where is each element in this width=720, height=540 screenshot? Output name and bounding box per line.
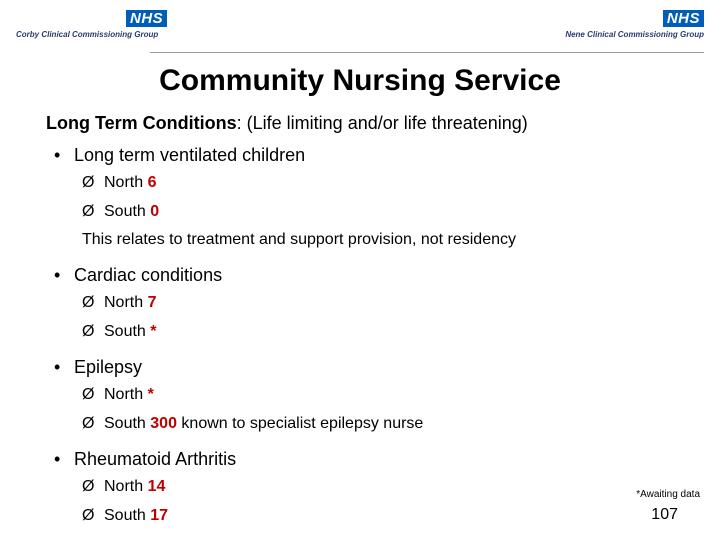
nene-ccg-name: Nene Clinical Commissioning Group [565, 30, 704, 39]
region-label: North [104, 478, 144, 495]
arrow-bullet-icon: Ø [82, 323, 95, 340]
sub-item-south [46, 409, 686, 438]
region-label: North [104, 294, 144, 311]
arrow-bullet-icon: Ø [82, 507, 95, 524]
count-value: * [150, 323, 157, 340]
nhs-logo-right: NHS [663, 10, 704, 27]
heading-rest: : (Life limiting and/or life threatening) [236, 113, 528, 133]
sub-item-south [46, 317, 686, 346]
bullet-icon: • [54, 265, 61, 285]
sub-item-north [46, 380, 686, 409]
sub-item-south [46, 501, 686, 530]
bullet-icon: • [54, 357, 61, 377]
condition-group-rheumatoid [46, 446, 686, 530]
bullet-item [46, 446, 686, 472]
region-label: South [104, 415, 146, 432]
region-label: South [104, 507, 146, 524]
awaiting-data-note: *Awaiting data [636, 489, 700, 500]
arrow-bullet-icon: Ø [82, 415, 95, 432]
bullet-icon: • [54, 449, 61, 469]
nhs-logo-left: NHS [126, 10, 167, 27]
region-label: North [104, 386, 144, 403]
page-number: 107 [651, 506, 678, 523]
nene-ccg-logo [565, 10, 704, 39]
bullet-icon: • [54, 145, 61, 165]
sub-item-north [46, 168, 686, 197]
arrow-bullet-icon: Ø [82, 386, 95, 403]
sub-item-north [46, 472, 686, 501]
residency-note: This relates to treatment and support provision, not residency [82, 231, 516, 248]
header-divider [150, 52, 704, 53]
bullet-item [46, 142, 686, 168]
condition-group-ventilated [46, 142, 686, 254]
sub-item-south [46, 197, 686, 226]
arrow-bullet-icon: Ø [82, 203, 95, 220]
count-value: 300 [150, 415, 177, 432]
condition-group-cardiac [46, 262, 686, 346]
section-heading [46, 110, 686, 136]
arrow-bullet-icon: Ø [82, 478, 95, 495]
count-suffix: known to specialist epilepsy nurse [176, 415, 424, 432]
slide-content [46, 110, 686, 538]
region-label: South [104, 323, 146, 340]
count-value: 7 [147, 294, 157, 311]
bullet-item [46, 262, 686, 288]
count-value: 14 [147, 478, 166, 495]
count-value: 17 [150, 507, 169, 524]
sub-item-north [46, 288, 686, 317]
condition-group-epilepsy [46, 354, 686, 438]
arrow-bullet-icon: Ø [82, 174, 95, 191]
condition-label: Rheumatoid Arthritis [74, 449, 237, 469]
region-label: South [104, 203, 146, 220]
region-label: North [104, 174, 144, 191]
page-title: Community Nursing Service [159, 64, 561, 97]
count-value: * [147, 386, 154, 403]
condition-label: Epilepsy [74, 357, 143, 377]
count-value: 6 [147, 174, 157, 191]
bullet-item [46, 354, 686, 380]
corby-ccg-name: Corby Clinical Commissioning Group [16, 30, 159, 39]
condition-label: Cardiac conditions [74, 265, 223, 285]
arrow-bullet-icon: Ø [82, 294, 95, 311]
condition-label: Long term ventilated children [74, 145, 306, 165]
corby-ccg-logo [16, 10, 167, 39]
count-value: 0 [150, 203, 160, 220]
heading-bold: Long Term Conditions [46, 113, 237, 133]
